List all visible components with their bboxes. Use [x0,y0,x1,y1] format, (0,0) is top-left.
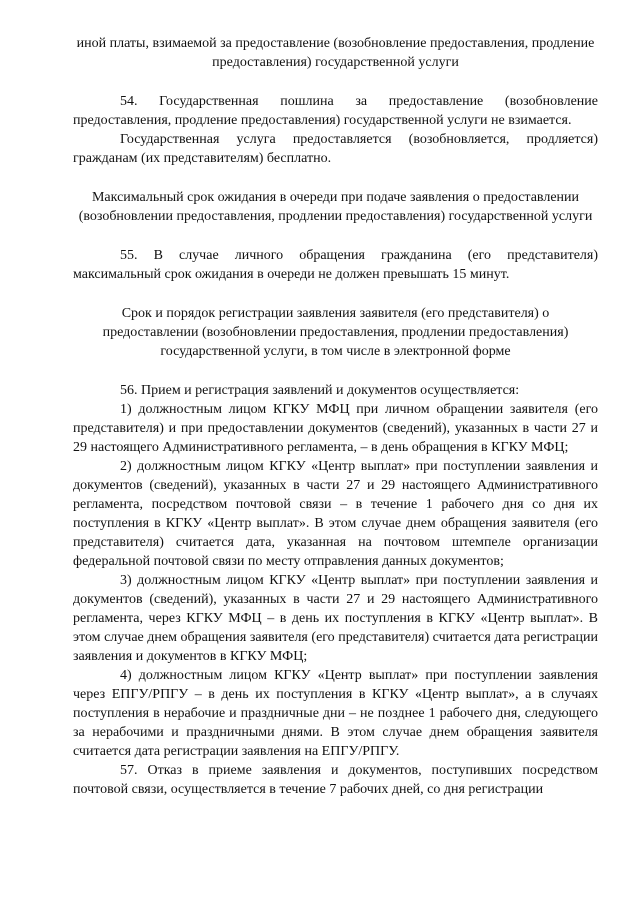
paragraph-57: 57. Отказ в приеме заявления и документов, поступивших посредством почтовой связи, осуществляется в течение 7 рабочих дней, со дня регистрации [73,763,598,797]
section-heading-wait: Максимальный срок ожидания в очереди при подаче заявления о предоставлении (возобновлении предоставления, продлении предоставления) государственной услуги [78,190,593,224]
paragraph-56-item-4: 4) должностным лицом КГКУ «Центр выплат» при поступлении заявления через ЕПГУ/РПГУ – в день их поступления в КГКУ «Центр выплат», а в случаях поступления в нерабочие и праздничные дни – не позднее 1 рабочего дня, следующего за нерабочими и праздничными днями. В этом случае днем обращения заявителя считается дата регистрации заявления на ЕПГУ/РПГУ. [73,668,598,759]
paragraph-56-item-1: 1) должностным лицом КГКУ МФЦ при личном обращении заявителя (его представителя) и при предоставлении документов (сведений), указанных в части 27 и 29 настоящего Административного регламента, – в день обращения в КГКУ МФЦ; [73,402,598,455]
paragraph-54-free: Государственная услуга предоставляется (возобновляется, продляется) гражданам (их представителям) бесплатно. [73,132,598,166]
paragraph-55: 55. В случае личного обращения гражданина (его представителя) максимальный срок ожидания в очереди не должен превышать 15 минут. [73,248,598,282]
paragraph-56-item-2: 2) должностным лицом КГКУ «Центр выплат» при поступлении заявления и документов (сведений), указанных в части 27 и 29 настоящего Административного регламента, посредством почтовой связи – в течение 1 рабочего дня со дня их поступления в КГКУ «Центр выплат». В этом случае днем обращения заявителя (его представителя) считается дата, указанная на почтовом штемпеле организации федеральной почтовой связи по месту отправления данных документов; [73,459,598,569]
section-heading-registration: Срок и порядок регистрации заявления заявителя (его представителя) о предоставлении (возобновлении предоставления, продлении предоставления) государственной услуги, в том числе в электронной форме [102,306,569,359]
paragraph-56: 56. Прием и регистрация заявлений и документов осуществляется: [120,383,520,398]
paragraph-54: 54. Государственная пошлина за предоставление (возобновление предоставления, продление предоставления) государственной услуги не взимается. [73,94,598,128]
section-heading-fee: иной платы, взимаемой за предоставление (возобновление предоставления, продление предоставления) государственной услуги [76,36,595,70]
document-page [73,34,598,799]
paragraph-56-item-3: 3) должностным лицом КГКУ «Центр выплат» при поступлении заявления и документов (сведений), указанных в части 27 и 29 настоящего Административного регламента, через КГКУ МФЦ – в день их поступления в КГКУ «Центр выплат». В этом случае днем обращения заявителя (его представителя) считается дата регистрации заявления и документов в КГКУ МФЦ; [73,573,598,664]
